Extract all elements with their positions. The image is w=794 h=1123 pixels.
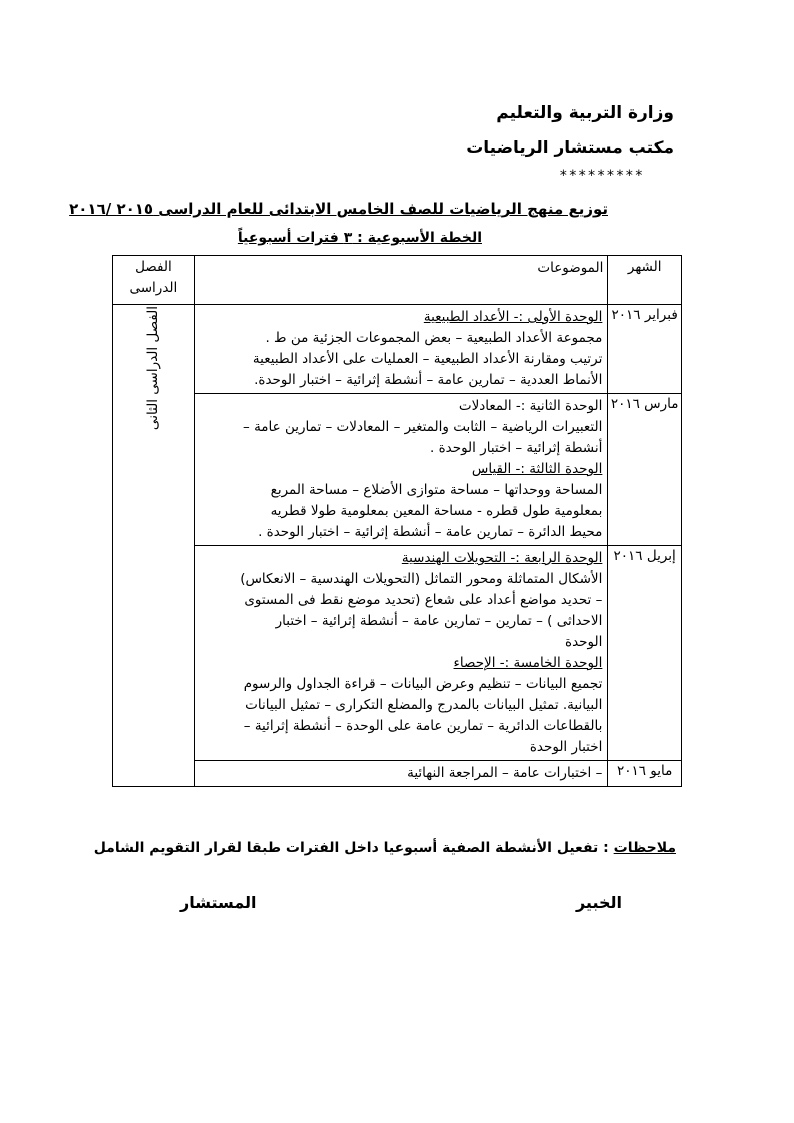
month-cell: فبراير ٢٠١٦ (608, 305, 682, 394)
table-row (113, 761, 682, 787)
header-term: الفصل الدراسى (113, 256, 195, 305)
topic-line: بمعلومية طول قطره - مساحة المعين بمعلومية طولا قطريه (270, 503, 603, 519)
topic-line: مجموعة الأعداد الطبيعية – بعض المجموعات الجزئية من ط . (265, 330, 603, 346)
document-subtitle: الخطة الأسبوعية : ٣ فترات أسبوعياً (237, 230, 482, 246)
topic-line: تجميع البيانات – تنظيم وعرض البيانات – قراءة الجداول والرسوم (243, 676, 603, 692)
header-topics: الموضوعات (194, 256, 608, 305)
topic-line: – اختبارات عامة – المراجعة النهائية (407, 765, 603, 781)
curriculum-table (112, 255, 682, 787)
topic-line: اختبار الوحدة (529, 739, 603, 755)
topic-line: المساحة ووحداتها – مساحة متوازى الأضلاع – مساحة المربع (270, 482, 603, 498)
topic-line: ترتيب ومقارنة الأعداد الطبيعية – العمليات على الأعداد الطبيعية (252, 351, 603, 367)
table-row (113, 546, 682, 761)
month-cell: إبريل ٢٠١٦ (608, 546, 682, 761)
topics-cell (194, 305, 608, 394)
topic-line: أنشطة إثرائية – اختبار الوحدة . (430, 440, 603, 456)
topic-line: البيانية. تمثيل البيانات بالمدرج والمضلع التكرارى – تمثيل البيانات (245, 697, 603, 713)
term-cell (113, 305, 195, 787)
table-row (113, 394, 682, 546)
unit-title: الوحدة الثالثة :- القياس (471, 461, 603, 477)
topic-line: الأشكال المتماثلة ومحور التماثل (التحويلات الهندسية – الانعكاس) (240, 571, 603, 587)
topics-cell (194, 394, 608, 546)
document-title: توزيع منهج الرياضيات للصف الخامس الابتدائى للعام الدراسى ٢٠١٥ /٢٠١٦ (69, 200, 608, 218)
topic-line: الوحدة (565, 634, 603, 650)
advisor-signature: المستشار (180, 893, 257, 912)
topic-line: التعبيرات الرياضية – الثابت والمتغير – المعادلات – تمارين عامة – (243, 419, 603, 435)
topic-line: الاحداثى ) – تمارين – تمارين عامة – أنشطة إثرائية – اختبار (275, 613, 603, 629)
topic-line: محيط الدائرة – تمارين عامة – أنشطة إثرائية – اختبار الوحدة . (258, 524, 603, 540)
office-heading: مكتب مستشار الرياضيات (466, 138, 674, 158)
unit-title: الوحدة الأولى :- الأعداد الطبيعية (423, 309, 603, 325)
month-cell: مارس ٢٠١٦ (608, 394, 682, 546)
ministry-heading: وزارة التربية والتعليم (496, 103, 674, 123)
term-label: الفصل الدراسى الثانى (144, 306, 161, 431)
notes-text: : تفعيل الأنشطة الصفية أسبوعيا داخل الفترات طبقا لقرار التقويم الشامل (93, 840, 609, 856)
notes-label: ملاحظات (613, 840, 676, 856)
topics-cell (194, 546, 608, 761)
month-cell: مايو ٢٠١٦ (608, 761, 682, 787)
stars-divider: ********* (559, 168, 644, 184)
topic-line: الأنماط العددية – تمارين عامة – أنشطة إثرائية – اختبار الوحدة. (254, 372, 603, 388)
table-header-row (113, 256, 682, 305)
expert-signature: الخبير (575, 893, 622, 912)
notes-line (94, 840, 676, 856)
unit-title: الوحدة الثانية :- المعادلات (458, 398, 603, 414)
topics-cell (194, 761, 608, 787)
topic-line: – تحديد مواضع أعداد على شعاع (تحديد موضع نقط فى المستوى (244, 592, 603, 608)
unit-title: الوحدة الرابعة :- التحويلات الهندسية (401, 550, 603, 566)
table-row (113, 305, 682, 394)
unit-title: الوحدة الخامسة :- الإحصاء (453, 655, 603, 671)
topic-line: بالقطاعات الدائرية – تمارين عامة على الوحدة – أنشطة إثرائية – (243, 718, 603, 734)
header-month: الشهر (608, 256, 682, 305)
